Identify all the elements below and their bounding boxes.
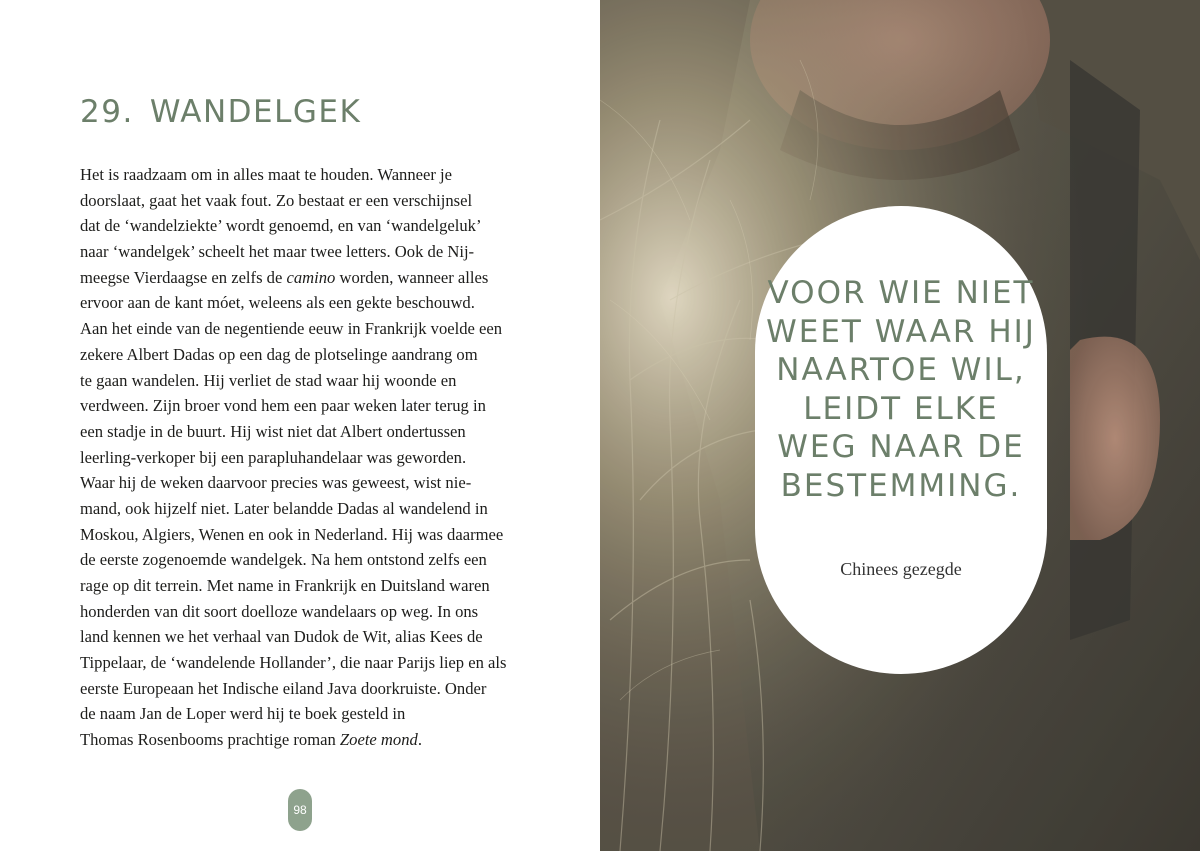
body-text-line bbox=[80, 470, 524, 496]
body-text-line bbox=[80, 727, 524, 753]
body-text-line bbox=[80, 624, 524, 650]
body-text-line bbox=[80, 547, 524, 573]
body-text-line bbox=[80, 188, 524, 214]
quote-line: LEIDT ELKE bbox=[803, 390, 999, 427]
body-text-segment: rage op dit terrein. Met name in Frankrijk en Duitsland waren bbox=[80, 576, 490, 595]
quote-line: VOOR WIE NIET bbox=[767, 275, 1035, 311]
body-text-line bbox=[80, 676, 524, 702]
body-text-segment: doorslaat, gaat het vaak fout. Zo bestaat er een verschijnsel bbox=[80, 190, 473, 210]
quote-bubble bbox=[755, 206, 1047, 674]
body-text-segment: Waar hij de weken daarvoor precies was geweest, wist nie- bbox=[80, 473, 472, 493]
quote-line: WEG NAAR DE bbox=[777, 429, 1025, 465]
body-text-segment: ervoor aan de kant móet, weleens als een gekte beschouwd. bbox=[80, 293, 475, 313]
body-text-segment: eerste Europeaan het Indische eiland Java doorkruiste. Onder bbox=[80, 678, 487, 698]
body-text-italic: Zoete mond bbox=[339, 730, 418, 750]
body-text-line bbox=[80, 162, 524, 188]
body-text-line bbox=[80, 419, 524, 445]
body-text-segment: Het is raadzaam om in alles maat te houden. Wanneer je bbox=[80, 165, 453, 184]
body-text-segment: Aan het einde van de negentiende eeuw in Frankrijk voelde een bbox=[80, 319, 503, 339]
body-text-line bbox=[80, 213, 524, 239]
body-text-segment: de eerste zogenoemde wandelgek. Na hem ontstond zelfs een bbox=[80, 550, 487, 570]
body-text-line bbox=[80, 290, 524, 316]
body-text-segment: verdween. Zijn broer vond hem een paar weken later terug in bbox=[80, 396, 486, 416]
body-text-line bbox=[80, 445, 524, 471]
body-text-segment: Moskou, Algiers, Wenen en ook in Nederland. Hij was daarmee bbox=[80, 524, 504, 544]
page-number-badge: 98 bbox=[288, 789, 312, 831]
body-text-segment: Thomas Rosenbooms prachtige roman bbox=[80, 730, 340, 750]
body-text-segment: zekere Albert Dadas op een dag de plotselinge aandrang om bbox=[80, 344, 478, 364]
body-text-line bbox=[80, 393, 524, 419]
body-text-segment: dat de ‘wandelziekte’ wordt genoemd, en van ‘wandelgeluk’ bbox=[80, 216, 482, 236]
body-text bbox=[80, 162, 524, 753]
body-text-segment: mand, ook hijzelf niet. Later belandde Dadas al wandelend in bbox=[80, 498, 488, 518]
quote-line: WEET WAAR HIJ bbox=[766, 313, 1036, 350]
body-text-segment: meegse Vierdaagse en zelfs de bbox=[80, 267, 287, 287]
body-text-line bbox=[80, 265, 524, 291]
body-text-line bbox=[80, 573, 524, 599]
chapter-title bbox=[80, 94, 361, 130]
chapter-title-text: WANDELGEK bbox=[149, 94, 362, 130]
body-text-line bbox=[80, 522, 524, 548]
body-text-segment: land kennen we het verhaal van Dudok de Wit, alias Kees de bbox=[80, 627, 483, 647]
body-text-segment: de naam Jan de Loper werd hij te boek gesteld in bbox=[80, 704, 406, 724]
body-text-segment: leerling-verkoper bij een parapluhandelaar was geworden. bbox=[80, 447, 467, 467]
body-text-segment: te gaan wandelen. Hij verliet de stad waar hij woonde en bbox=[80, 370, 457, 390]
body-text-line bbox=[80, 496, 524, 522]
quote-attribution: Chinees gezegde bbox=[840, 559, 962, 579]
quote-line: BESTEMMING. bbox=[780, 467, 1022, 504]
body-text-line bbox=[80, 342, 524, 368]
body-text-line bbox=[80, 368, 524, 394]
body-text-line bbox=[80, 599, 524, 625]
body-text-segment: . bbox=[417, 730, 422, 750]
body-text-line bbox=[80, 239, 524, 265]
body-text-line bbox=[80, 316, 524, 342]
chapter-number: 29. bbox=[80, 94, 134, 130]
quote-line: NAARTOE WIL, bbox=[776, 352, 1026, 388]
body-text-segment: honderden van dit soort doelloze wandelaars op weg. In ons bbox=[80, 601, 479, 621]
quote-text bbox=[755, 274, 1047, 505]
right-page bbox=[600, 0, 1200, 851]
body-text-segment: worden, wanneer alles bbox=[335, 267, 489, 287]
body-text-italic: camino bbox=[286, 267, 336, 287]
body-text-line bbox=[80, 650, 524, 676]
body-text-segment: een stadje in de buurt. Hij wist niet dat Albert ondertussen bbox=[80, 421, 466, 441]
body-text-segment: Tippelaar, de ‘wandelende Hollander’, die naar Parijs liep en als bbox=[80, 653, 507, 673]
body-text-segment: naar ‘wandelgek’ scheelt het maar twee letters. Ook de Nij- bbox=[80, 242, 475, 262]
body-text-line bbox=[80, 701, 524, 727]
